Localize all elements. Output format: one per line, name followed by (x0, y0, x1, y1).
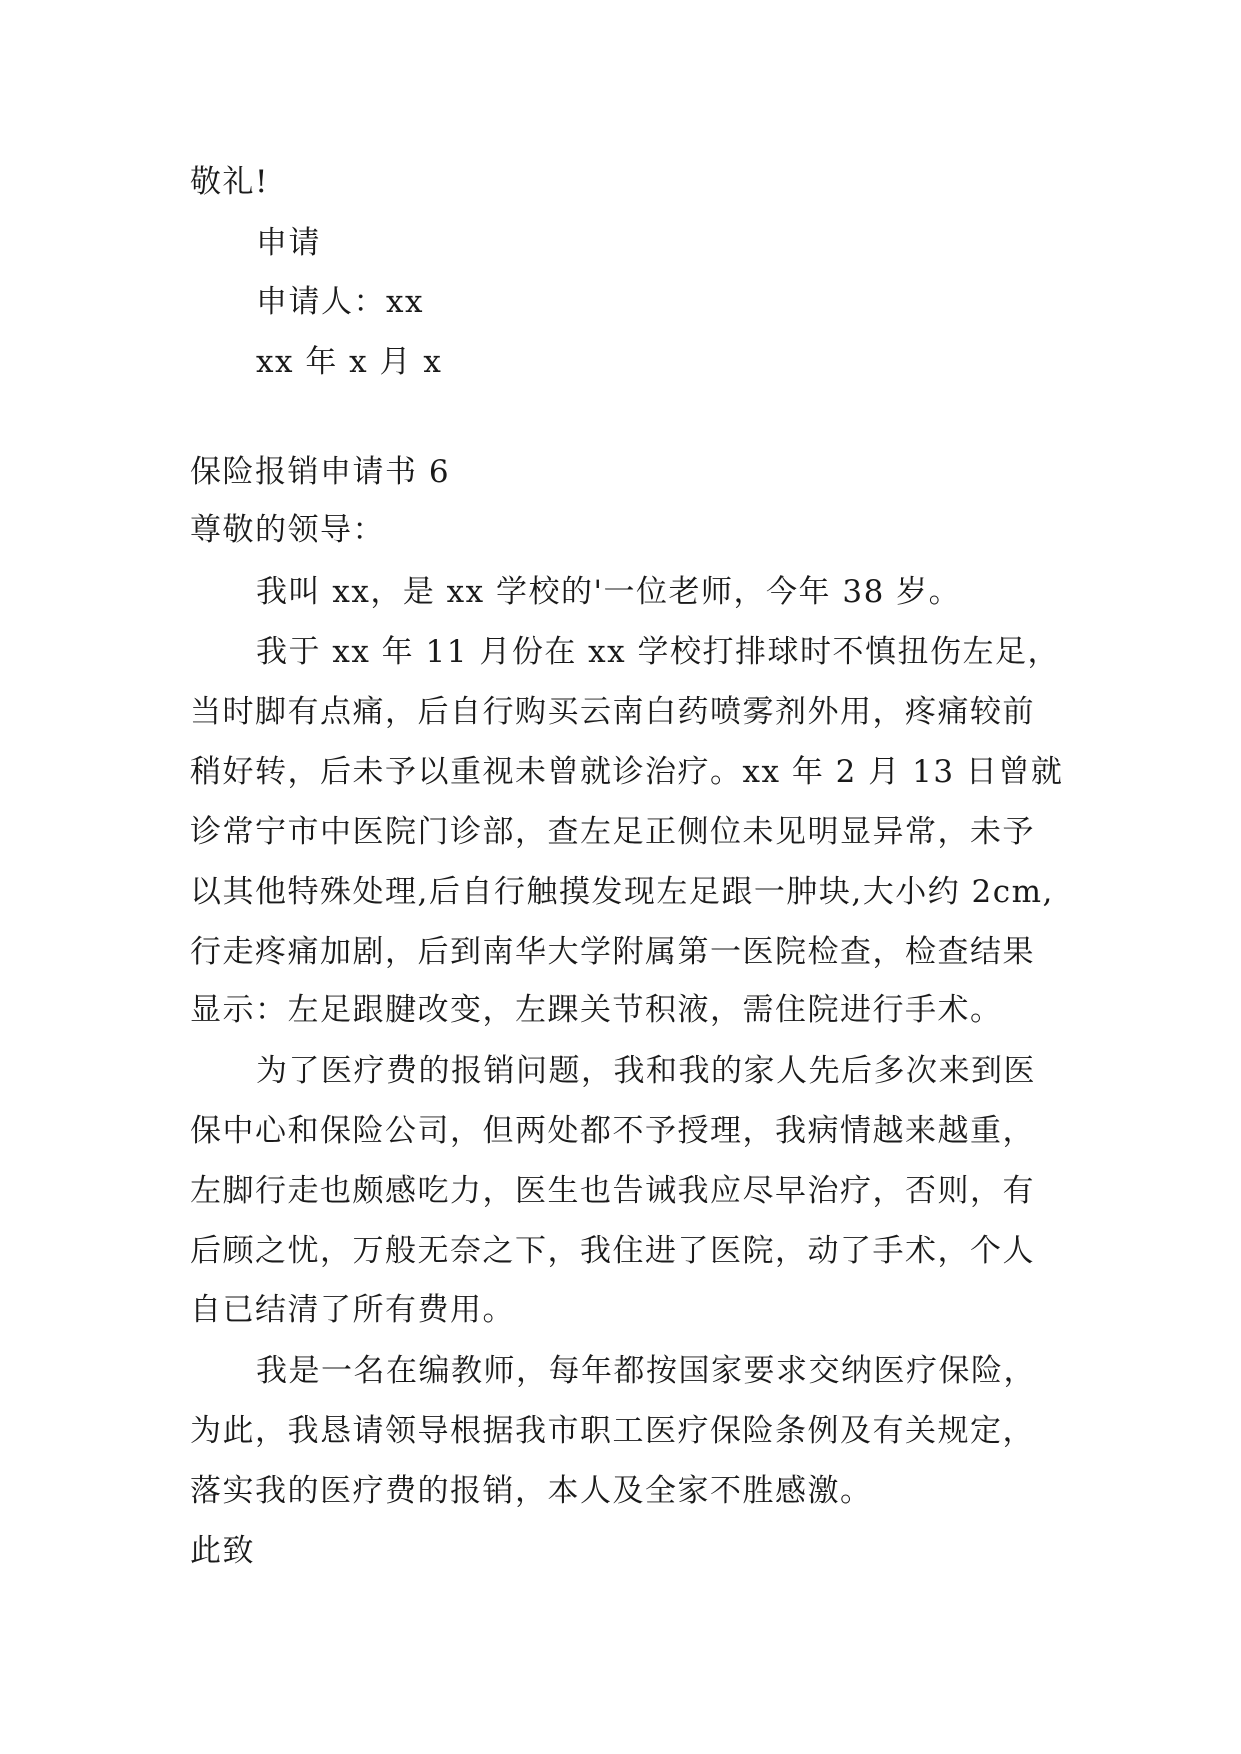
paragraph-line: 落实我的医疗费的报销，本人及全家不胜感激。 (190, 1473, 873, 1509)
date-line: xx 年 x 月 x (256, 344, 443, 380)
paragraph-line: 稍好转，后未予以重视未曾就诊治疗。xx 年 2 月 13 日曾就 (190, 754, 1064, 790)
paragraph-line: 显示：左足跟腱改变，左踝关节积液，需住院进行手术。 (190, 992, 1003, 1028)
paragraph-line: 行走疼痛加剧，后到南华大学附属第一医院检查，检查结果 (190, 934, 1035, 970)
paragraph-line: 自已结清了所有费用。 (190, 1292, 515, 1328)
paragraph-line: 保中心和保险公司，但两处都不予授理，我病情越来越重， (190, 1113, 1035, 1149)
paragraph-line: 左脚行走也颇感吃力，医生也告诫我应尽早治疗，否则，有 (190, 1173, 1035, 1209)
paragraph-line: 为此，我恳请领导根据我市职工医疗保险条例及有关规定， (190, 1413, 1035, 1449)
paragraph-line: 当时脚有点痛，后自行购买云南白药喷雾剂外用，疼痛较前 (190, 694, 1035, 730)
sign-heading: 申请 (256, 225, 321, 261)
salutation: 尊敬的领导： (190, 512, 385, 548)
closing-salute: 敬礼! (190, 164, 269, 200)
paragraph-line: 我于 xx 年 11 月份在 xx 学校打排球时不慎扭伤左足， (256, 634, 1060, 670)
document-title: 保险报销申请书 6 (190, 454, 451, 490)
paragraph-line: 诊常宁市中医院门诊部，查左足正侧位未见明显异常，未予 (190, 814, 1035, 850)
closing-line: 此致 (190, 1533, 255, 1569)
paragraph-line: 我叫 xx，是 xx 学校的'一位老师，今年 38 岁。 (256, 574, 962, 610)
paragraph-line: 以其他特殊处理,后自行触摸发现左足跟一肿块,大小约 2cm, (190, 874, 1054, 910)
applicant-line: 申请人：xx (256, 284, 424, 320)
paragraph-line: 后顾之忧，万般无奈之下，我住进了医院，动了手术，个人 (190, 1233, 1035, 1269)
paragraph-line: 为了医疗费的报销问题，我和我的家人先后多次来到医 (256, 1053, 1036, 1089)
paragraph-line: 我是一名在编教师，每年都按国家要求交纳医疗保险， (256, 1353, 1036, 1389)
